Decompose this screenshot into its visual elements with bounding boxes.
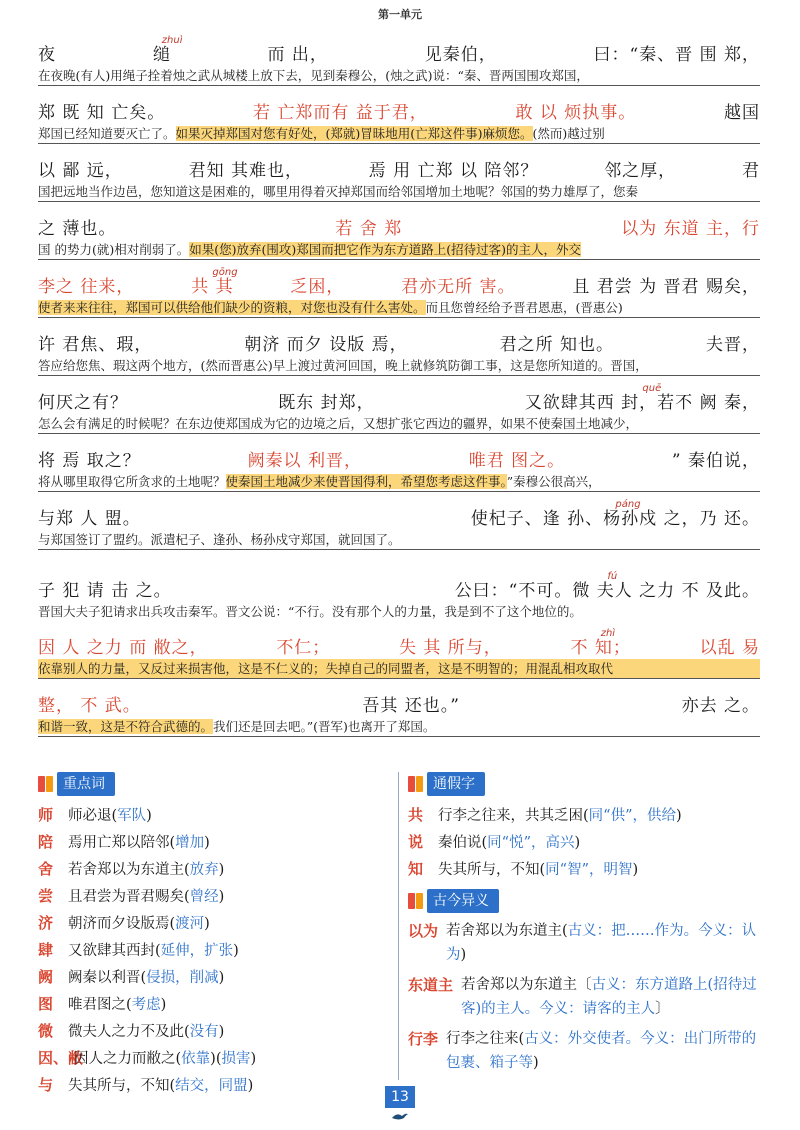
unit-header: 第一单元 — [378, 8, 422, 21]
source-segment: 不仁； — [276, 638, 331, 658]
key-word-char: 尝 — [38, 887, 54, 905]
gloss-text: 同“供”，供给 — [588, 808, 676, 824]
source-line — [38, 146, 760, 182]
translation-segment: 和谐一致，这是不符合武德的。 — [38, 719, 214, 734]
translation-segment: 晋国大夫子犯请求出兵攻击秦军。晋文公说：“不行。没有那个人的力量，我是到不了这个地位的。 — [38, 604, 582, 619]
gujin-heading — [408, 889, 768, 913]
gloss-text: 考虑 — [131, 997, 161, 1013]
tongjia-item — [408, 802, 768, 829]
source-segment: 曰：“秦、晋 围 郑， — [593, 45, 760, 65]
source-segment: 缒 zhuì — [153, 44, 171, 66]
key-word-char: 阙 — [38, 968, 54, 986]
pinyin-annotation: zhuì — [161, 35, 183, 46]
example-text: 行李之往来，共其乏困( — [438, 808, 589, 824]
passage-block — [38, 378, 760, 434]
example-text: 且君尝为晋君赐矣( — [68, 889, 190, 905]
translation-line — [38, 414, 760, 434]
source-segment: 君知 其难也， — [188, 161, 303, 181]
example-text: 焉用亡郑以陪邻( — [68, 835, 176, 851]
gloss-text: 曾经 — [189, 889, 219, 905]
key-words-title: 重点词 — [57, 772, 115, 796]
example-text: 若舍郑以为东道主( — [68, 862, 190, 878]
gloss-close: ) — [533, 1055, 539, 1071]
example-text: 唯君图之( — [68, 997, 132, 1013]
tongjia-title: 通假字 — [427, 772, 485, 796]
key-words-list — [38, 802, 390, 1099]
source-segment: 而 出， — [267, 45, 328, 65]
key-words-panel — [38, 772, 390, 1099]
example-text: 阙秦以利晋( — [68, 970, 147, 986]
source-segment: 朝济 而夕 设版 焉， — [244, 335, 408, 355]
source-line — [38, 378, 760, 414]
gloss-close: ) — [218, 1024, 225, 1040]
source-segment: 若 舍 郑 — [335, 219, 403, 239]
translation-line — [38, 124, 760, 144]
translation-segment: 如果(您)放弃(围攻)郑国而把它作为东方道路上(招待过客)的主人，外交 — [189, 242, 581, 257]
gloss-text: 没有 — [189, 1024, 219, 1040]
source-line — [38, 262, 760, 298]
key-word-char: 舍 — [38, 860, 54, 878]
gloss-text: 古义：东方道路上(招待过客)的主人。今义：请客的主人 — [461, 977, 757, 1017]
translation-segment: 郑国已经知道要灭亡了。 — [38, 126, 176, 141]
gujin-list — [408, 919, 768, 1075]
example-text: 行李之往来( — [446, 1031, 525, 1047]
gujin-explanation — [446, 919, 768, 967]
gujin-item — [408, 1027, 768, 1075]
example-text: 因人之力而敝之( — [74, 1051, 182, 1067]
source-segment: 且 君尝 为 晋君 赐矣， — [572, 277, 760, 297]
source-segment: 君 — [741, 161, 760, 181]
gloss-close: ) — [233, 943, 239, 959]
source-segment: 见秦伯， — [424, 45, 497, 65]
translation-line — [38, 240, 760, 260]
key-word-item — [38, 802, 390, 829]
translation-segment: 与郑国签订了盟约。派遣杞子、逢孙、杨孙戍守郑国，就回国了。 — [38, 532, 401, 547]
source-segment: 亦去 之。 — [681, 696, 760, 716]
gujin-explanation — [446, 1027, 768, 1075]
gloss-text: 依靠 — [181, 1051, 211, 1067]
source-segment: 吾其 还也。” — [362, 696, 460, 716]
key-word-example — [68, 857, 224, 883]
source-line — [38, 623, 760, 659]
passage-block — [38, 623, 760, 679]
source-segment: 夜 — [38, 45, 56, 65]
key-word-example — [68, 1073, 253, 1099]
passage-block — [38, 146, 760, 202]
example-text: 朝济而夕设版焉( — [68, 916, 176, 932]
gujin-term: 以为 — [408, 922, 439, 940]
gujin-item — [408, 919, 768, 967]
example-text: 师必退( — [68, 808, 118, 824]
gloss-text: 古义：把……作为。今义：认为 — [446, 923, 757, 963]
gloss-close: ) — [675, 808, 682, 824]
key-word-char: 因、敝 — [38, 1049, 84, 1067]
gloss-close: ) — [204, 835, 210, 851]
key-word-example — [68, 992, 166, 1018]
paragraph-gap — [38, 552, 760, 566]
passage-block — [38, 204, 760, 260]
key-word-char: 与 — [38, 1076, 54, 1094]
translation-segment: 使者来来往往，郑国可以供给他们缺少的资粮，对您也没有什么害处。 — [38, 300, 426, 315]
pinyin-annotation: quē — [642, 383, 662, 394]
source-segment: 许 君焦、瑕， — [38, 335, 153, 355]
example-text: 若舍郑以为东道主( — [446, 923, 568, 939]
source-segment: 焉 用 亡郑 以 陪邻？ — [368, 161, 539, 181]
translation-segment: (然而)越过别 — [532, 126, 605, 141]
key-word-example — [68, 803, 152, 829]
gloss-text: 渡河 — [175, 916, 205, 932]
source-line — [38, 30, 760, 66]
translation-segment: 怎么会有满足的时候呢？在东边使郑国成为它的边境之后，又想扩张它西边的疆界，如果不使秦国土地减少， — [38, 416, 639, 431]
source-segment: 因 人 之力 而 敝之， — [38, 638, 208, 658]
gloss-close: 〕 — [655, 1001, 670, 1017]
source-line — [38, 204, 760, 240]
translation-line — [38, 66, 760, 86]
gujin-term: 东道主 — [408, 976, 454, 994]
key-words-heading — [38, 772, 390, 796]
key-word-char: 图 — [38, 995, 54, 1013]
translation-line — [38, 472, 760, 492]
translation-segment: 如果灭掉郑国对您有好处，(郑就)冒昧地用(亡郑这件事)麻烦您。 — [175, 126, 533, 141]
pinyin-annotation: fú — [607, 571, 618, 582]
gloss-text: 延伸，扩张 — [160, 943, 234, 959]
source-segment: 不 知； zhì — [571, 637, 631, 659]
key-word-item — [38, 910, 390, 937]
gloss-close: ) — [632, 862, 639, 878]
example-text: 失其所与，不知( — [438, 862, 546, 878]
gloss-close: ) — [460, 947, 467, 963]
tongjia-item — [408, 856, 768, 883]
gloss-close: ) — [160, 997, 167, 1013]
tongjia-item — [408, 829, 768, 856]
source-line — [38, 681, 760, 717]
source-segment: 敢 以 烦执事。 — [515, 103, 637, 123]
gloss-close: ) — [574, 835, 581, 851]
key-word-example — [68, 965, 224, 991]
gujin-term: 行李 — [408, 1030, 439, 1048]
example-text: 若舍郑以为东道主〔 — [461, 977, 592, 993]
gloss-text: 侵损，削减 — [146, 970, 219, 986]
book-icon — [408, 775, 424, 793]
translation-segment: 将从哪里取得它所贪求的土地呢？ — [38, 474, 226, 489]
passage-block — [38, 494, 760, 550]
translation-segment: 使秦国土地减少来使晋国得利，希望您考虑这件事。 — [225, 474, 507, 489]
gloss-close: ) — [218, 889, 225, 905]
key-word-example — [68, 1019, 224, 1045]
translation-segment: 依靠别人的力量，又反过来损害他，这是不仁义的；失掉自己的同盟者，这是不明智的；用混乱相攻取代 — [38, 661, 614, 676]
example-text: 秦伯说( — [438, 835, 488, 851]
source-line — [38, 88, 760, 124]
source-line — [38, 320, 760, 356]
source-segment: 使杞子、逢 孙、杨孙戍 之，乃 还。 páng — [471, 508, 760, 530]
key-word-item — [38, 937, 390, 964]
source-segment: 李之 往来， — [38, 277, 135, 297]
key-word-char: 济 — [38, 914, 54, 932]
tongjia-heading — [408, 772, 768, 796]
source-segment: 邻之厚， — [604, 161, 677, 181]
source-segment: 将 焉 取之？ — [38, 451, 141, 471]
key-word-example — [68, 938, 239, 964]
pinyin-annotation: páng — [615, 499, 641, 510]
key-word-example — [74, 1046, 256, 1072]
gujin-explanation — [461, 973, 768, 1021]
source-segment: 失 其 所与， — [399, 638, 502, 658]
passage-block — [38, 88, 760, 144]
source-segment: 共 其 gōng — [191, 276, 233, 298]
passage-block — [38, 30, 760, 86]
passage-block — [38, 262, 760, 318]
gloss-text: 同“智”，明智 — [545, 862, 633, 878]
source-segment: 子 犯 请 击 之。 — [38, 581, 172, 601]
source-segment: 夫晋， — [705, 335, 760, 355]
translation-line — [38, 182, 760, 202]
key-word-example — [68, 830, 210, 856]
gloss-text: 放弃 — [189, 862, 219, 878]
example-text: 又欲肆其西封( — [68, 943, 161, 959]
key-word-char: 肆 — [38, 941, 54, 959]
source-segment: 越国 — [724, 103, 760, 123]
source-segment: 君亦无所 害。 — [401, 277, 516, 297]
source-segment: 以为 东道 主，行 — [621, 219, 760, 239]
gloss-close: ) — [218, 970, 225, 986]
gloss-text: 同“悦”，高兴 — [487, 835, 575, 851]
source-segment: ” 秦伯说， — [671, 451, 760, 471]
translation-line — [38, 717, 760, 737]
example-text: 失其所与，不知( — [68, 1078, 176, 1094]
gloss-separator: )( — [210, 1051, 222, 1067]
key-word-item — [38, 964, 390, 991]
gloss-close: ) — [250, 1051, 257, 1067]
source-segment: 之 薄也。 — [38, 219, 117, 239]
source-segment: 唯君 图之。 — [468, 451, 566, 471]
column-divider — [398, 772, 399, 1080]
translation-segment: 国把远地当作边邑，您知道这是困难的，哪里用得着灭掉郑国而给邻国增加土地呢？邻国的势力雄厚了，您秦 — [38, 184, 639, 199]
key-word-item — [38, 1072, 390, 1099]
key-word-example — [68, 911, 210, 937]
book-icon — [38, 775, 54, 793]
gloss-close: ) — [204, 916, 210, 932]
gloss-close: ) — [247, 1078, 254, 1094]
source-line — [38, 566, 760, 602]
key-word-item — [38, 991, 390, 1018]
translation-line — [38, 530, 760, 550]
source-segment: 整， 不 武。 — [38, 696, 141, 716]
key-word-item — [38, 1018, 390, 1045]
translation-segment: 在夜晚(有人)用绳子拴着烛之武从城楼上放下去，见到秦穆公，(烛之武)说：“秦、晋两国围攻郑国， — [38, 68, 589, 83]
key-word-item — [38, 1045, 390, 1072]
right-panel — [408, 772, 768, 1081]
source-segment: 乏困， — [290, 277, 345, 297]
bird-icon — [391, 1110, 409, 1122]
translation-line — [38, 356, 760, 376]
source-segment: 君之所 知也。 — [499, 335, 614, 355]
pinyin-annotation: gōng — [212, 267, 238, 278]
book-icon — [408, 892, 424, 910]
gloss-close: ) — [146, 808, 152, 824]
key-word-char: 师 — [38, 806, 54, 824]
key-word-char: 微 — [38, 1022, 54, 1040]
gujin-item — [408, 973, 768, 1021]
pinyin-annotation: zhì — [600, 628, 616, 639]
source-segment: 与郑 人 盟。 — [38, 509, 141, 529]
translation-line — [38, 659, 760, 679]
gloss-text: 军队 — [117, 808, 147, 824]
gujin-title: 古今异义 — [427, 889, 499, 913]
source-segment: 公曰：“不可。微 夫人 之力 不 及此。 fú — [455, 580, 760, 602]
source-segment: 郑 既 知 亡矣。 — [38, 103, 166, 123]
source-segment: 以 鄙 远， — [38, 161, 123, 181]
tongjia-char: 知 — [408, 860, 424, 878]
example-text: 微夫人之力不及此( — [68, 1024, 190, 1040]
translation-line — [38, 298, 760, 318]
source-segment: 又欲肆其西 封，若不 阙 秦， quē — [525, 392, 760, 414]
translation-segment: 而且您曾经给予晋君恩惠，(晋惠公) — [425, 300, 623, 315]
source-segment: 既东 封郑， — [278, 393, 375, 413]
tongjia-list — [408, 802, 768, 883]
tongjia-char: 共 — [408, 806, 424, 824]
key-word-item — [38, 829, 390, 856]
source-line — [38, 494, 760, 530]
gloss-text: 古义：外交使者。今义：出门所带的包裹、箱子等 — [446, 1031, 757, 1071]
passage-block — [38, 320, 760, 376]
gloss-text: 结交，同盟 — [175, 1078, 248, 1094]
translation-segment: 答应给您焦、瑕这两个地方，(然而晋惠公)早上渡过黄河回国，晚上就修筑防御工事，这是您所知道的。晋国， — [38, 358, 648, 373]
key-word-item — [38, 883, 390, 910]
tongjia-char: 说 — [408, 833, 424, 851]
gloss-text: 损害 — [221, 1051, 251, 1067]
key-word-item — [38, 856, 390, 883]
source-segment: 何厌之有？ — [38, 393, 128, 413]
translation-segment: 我们还是回去吧。”(晋军)也离开了郑国。 — [213, 719, 436, 734]
gloss-text: 增加 — [175, 835, 205, 851]
source-segment: 若 亡郑而有 益于君， — [252, 103, 428, 123]
translation-line — [38, 602, 760, 621]
page-number: 13 — [385, 1086, 415, 1108]
translation-segment: ”秦穆公很高兴， — [506, 474, 601, 489]
source-segment: 阙秦以 利晋， — [247, 451, 362, 471]
passage-block — [38, 681, 760, 737]
key-word-example — [68, 884, 224, 910]
key-word-char: 陪 — [38, 833, 54, 851]
gloss-close: ) — [218, 862, 225, 878]
source-line — [38, 436, 760, 472]
source-segment: 以乱 易 — [699, 638, 760, 658]
passage-block — [38, 436, 760, 492]
classical-passage — [38, 30, 760, 739]
passage-block — [38, 566, 760, 621]
translation-segment: 国 的势力(就)相对削弱了。 — [38, 242, 190, 257]
